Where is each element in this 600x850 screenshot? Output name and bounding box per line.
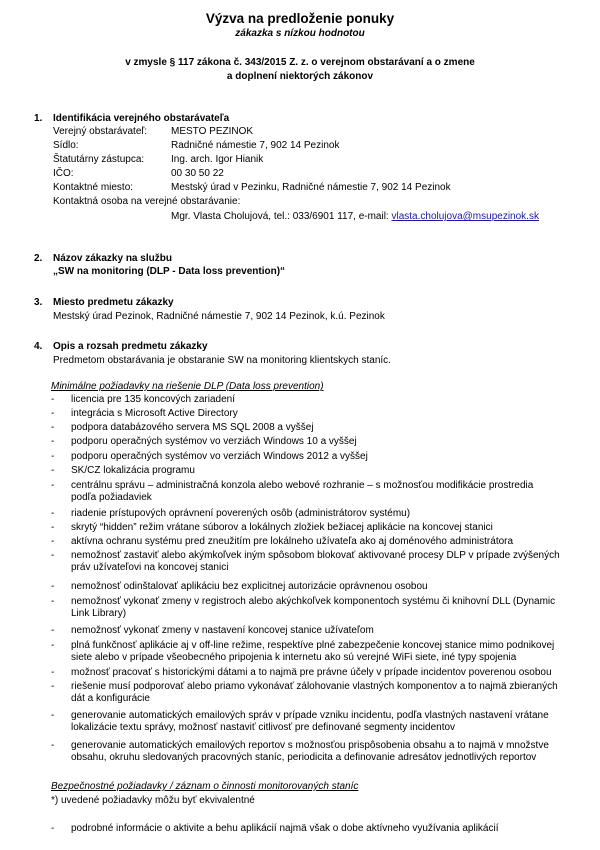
requirement-item: nemožnosť odinštalovať aplikáciu bez explicitnej autorizácie oprávnenou osobou xyxy=(71,581,428,592)
list-dash: - xyxy=(51,394,55,405)
list-dash: - xyxy=(51,465,55,476)
ico-value: 00 30 50 22 xyxy=(171,168,224,179)
list-dash: - xyxy=(51,667,55,678)
seat-value: Radničné námestie 7, 902 14 Pezinok xyxy=(171,140,340,151)
requirement-item: nemožnosť zastaviť alebo akýmkoľvek iným spôsobom blokovať aktivované procesy DLP v prípade zvýšených práv užívateľovi na koncovej stanici xyxy=(71,550,560,574)
section-1-number: 1. xyxy=(34,113,43,124)
equivalence-note: *) uvedené požiadavky môžu byť ekvivalentné xyxy=(51,795,255,806)
requirement-item: nemožnosť vykonať zmeny v registroch alebo akýchkoľvek komponentoch systému či knihovní DLL (Dynamic Link Library) xyxy=(71,596,556,620)
list-dash: - xyxy=(51,740,55,751)
list-dash: - xyxy=(51,596,55,607)
requirement-item: integrácia s Microsoft Active Directory xyxy=(71,408,238,419)
contact-email-link[interactable]: vlasta.cholujova@msupezinok.sk xyxy=(391,211,539,222)
requirement-item: aktívna ochranu systému pred zneužitím pre lokálneho užívateľa ako aj doménového administrátora xyxy=(71,536,514,547)
section-3-number: 3. xyxy=(34,297,43,308)
requirement-item: podporu operačných systémov vo verziách Windows 10 a vyššej xyxy=(71,436,357,447)
security-requirements-heading: Bezpečnostné požiadavky / záznam o činnosti monitorovaných staníc xyxy=(51,781,359,792)
contracting-authority-label: Verejný obstarávateľ: xyxy=(53,126,148,137)
list-dash: - xyxy=(51,625,55,636)
contact-place-value: Mestský úrad v Pezinku, Radničné námestie 7, 902 14 Pezinok xyxy=(171,182,451,193)
requirement-item: generovanie automatických emailových správ v prípade vzniku incidentu, podľa vlastných nastavení vrátane lokalizácie textu správy, možnosť nastaviť citlivosť pre definované segmenty incidentov xyxy=(71,710,549,734)
requirement-item: podporu operačných systémov vo verziách Windows 2012 a vyššej xyxy=(71,451,368,462)
place-of-performance: Mestský úrad Pezinok, Radničné námestie 7, 902 14 Pezinok, k.ú. Pezinok xyxy=(53,311,385,322)
requirement-item: generovanie automatických emailových reportov s možnosťou prispôsobenia obsahu a to najmä v množstve obsahu, okruhu sledovaných pracovných staníc, periodicita a definovanie adresátov jednotlivých reportov xyxy=(71,740,549,764)
list-dash: - xyxy=(51,536,55,547)
list-dash: - xyxy=(51,823,55,834)
requirement-item: nemožnosť vykonať zmeny v nastavení koncovej stanice užívateľom xyxy=(71,625,374,636)
section-4-number: 4. xyxy=(34,341,43,352)
list-dash: - xyxy=(51,422,55,433)
requirement-item: podpora databázového servera MS SQL 2008 a vyššej xyxy=(71,422,314,433)
document-subtitle: zákazka s nízkou hodnotou xyxy=(235,28,365,39)
requirement-item: riadenie prístupových oprávnení poverených osôb (administrátorov systému) xyxy=(71,508,411,519)
security-item: podrobné informácie o aktivite a behu aplikácií najmä však o dobe aktívneho využívania aplikácií xyxy=(71,823,499,834)
list-dash: - xyxy=(51,710,55,721)
list-dash: - xyxy=(51,436,55,447)
requirement-item: skrytý “hidden” režim vrátane súborov a lokálnych zložiek bežiacej aplikácie na koncovej stanici xyxy=(71,522,493,533)
list-dash: - xyxy=(51,522,55,533)
list-dash: - xyxy=(51,681,55,692)
section-4-heading: Opis a rozsah predmetu zákazky xyxy=(53,341,208,352)
law-reference-line-1: v zmysle § 117 zákona č. 343/2015 Z. z. o verejnom obstarávaní a o zmene xyxy=(125,57,475,68)
requirement-item: licencia pre 135 koncových zariadení xyxy=(71,394,235,405)
section-1-heading: Identifikácia verejného obstarávateľa xyxy=(53,113,230,124)
contracting-authority-value: MESTO PEZINOK xyxy=(171,126,254,137)
list-dash: - xyxy=(51,550,55,561)
contact-person-label: Kontaktná osoba na verejné obstarávanie: xyxy=(53,196,241,207)
list-dash: - xyxy=(51,508,55,519)
list-dash: - xyxy=(51,408,55,419)
requirement-item: možnosť pracovať s historickými dátami a to najmä pre právne účely v prípade incidentov poverenou osobou xyxy=(71,667,552,678)
list-dash: - xyxy=(51,640,55,651)
section-2-heading: Názov zákazky na službu xyxy=(53,253,172,264)
minimum-requirements-heading: Minimálne požiadavky na riešenie DLP (Data loss prevention) xyxy=(51,381,324,392)
contact-place-label: Kontaktné miesto: xyxy=(53,182,134,193)
requirement-item: riešenie musí podporovať alebo priamo vykonávať zálohovanie vlastných komponentov a to najmä zbieraných dát a konfigurácie xyxy=(71,681,558,705)
requirement-item: SK/CZ lokalizácia programu xyxy=(71,465,195,476)
contact-person-line xyxy=(171,211,539,223)
statutory-representative-value: Ing. arch. Igor Hianik xyxy=(171,154,264,165)
seat-label: Sídlo: xyxy=(53,140,79,151)
document-title: Výzva na predloženie ponuky xyxy=(205,11,395,26)
list-dash: - xyxy=(51,480,55,491)
subject-description: Predmetom obstarávania je obstaranie SW na monitoring klientskych staníc. xyxy=(53,355,391,366)
list-dash: - xyxy=(51,451,55,462)
contract-title: „SW na monitoring (DLP - Data loss prevention)“ xyxy=(53,266,286,277)
section-3-heading: Miesto predmetu zákazky xyxy=(53,297,174,308)
statutory-representative-label: Štatutárny zástupca: xyxy=(53,154,145,165)
list-dash: - xyxy=(51,581,55,592)
requirement-item: plná funkčnosť aplikácie aj v off-line režime, respektíve plné zabezpečenie koncovej stanice mimo podnikovej siete alebo v prípade všeobecného pripojenia k internetu ako sú verejné WiFi siete, iné typy spojenia xyxy=(71,640,555,664)
contact-person-text: Mgr. Vlasta Cholujová, tel.: 033/6901 117, e-mail: xyxy=(171,211,392,222)
ico-label: IČO: xyxy=(53,168,74,179)
law-reference-line-2: a doplnení niektorých zákonov xyxy=(226,71,374,82)
requirement-item: centrálnu správu – administračná konzola alebo webové rozhranie – s možnosťou modifikácie prostredia podľa požiadaviek xyxy=(71,480,534,504)
section-2-number: 2. xyxy=(34,253,43,264)
